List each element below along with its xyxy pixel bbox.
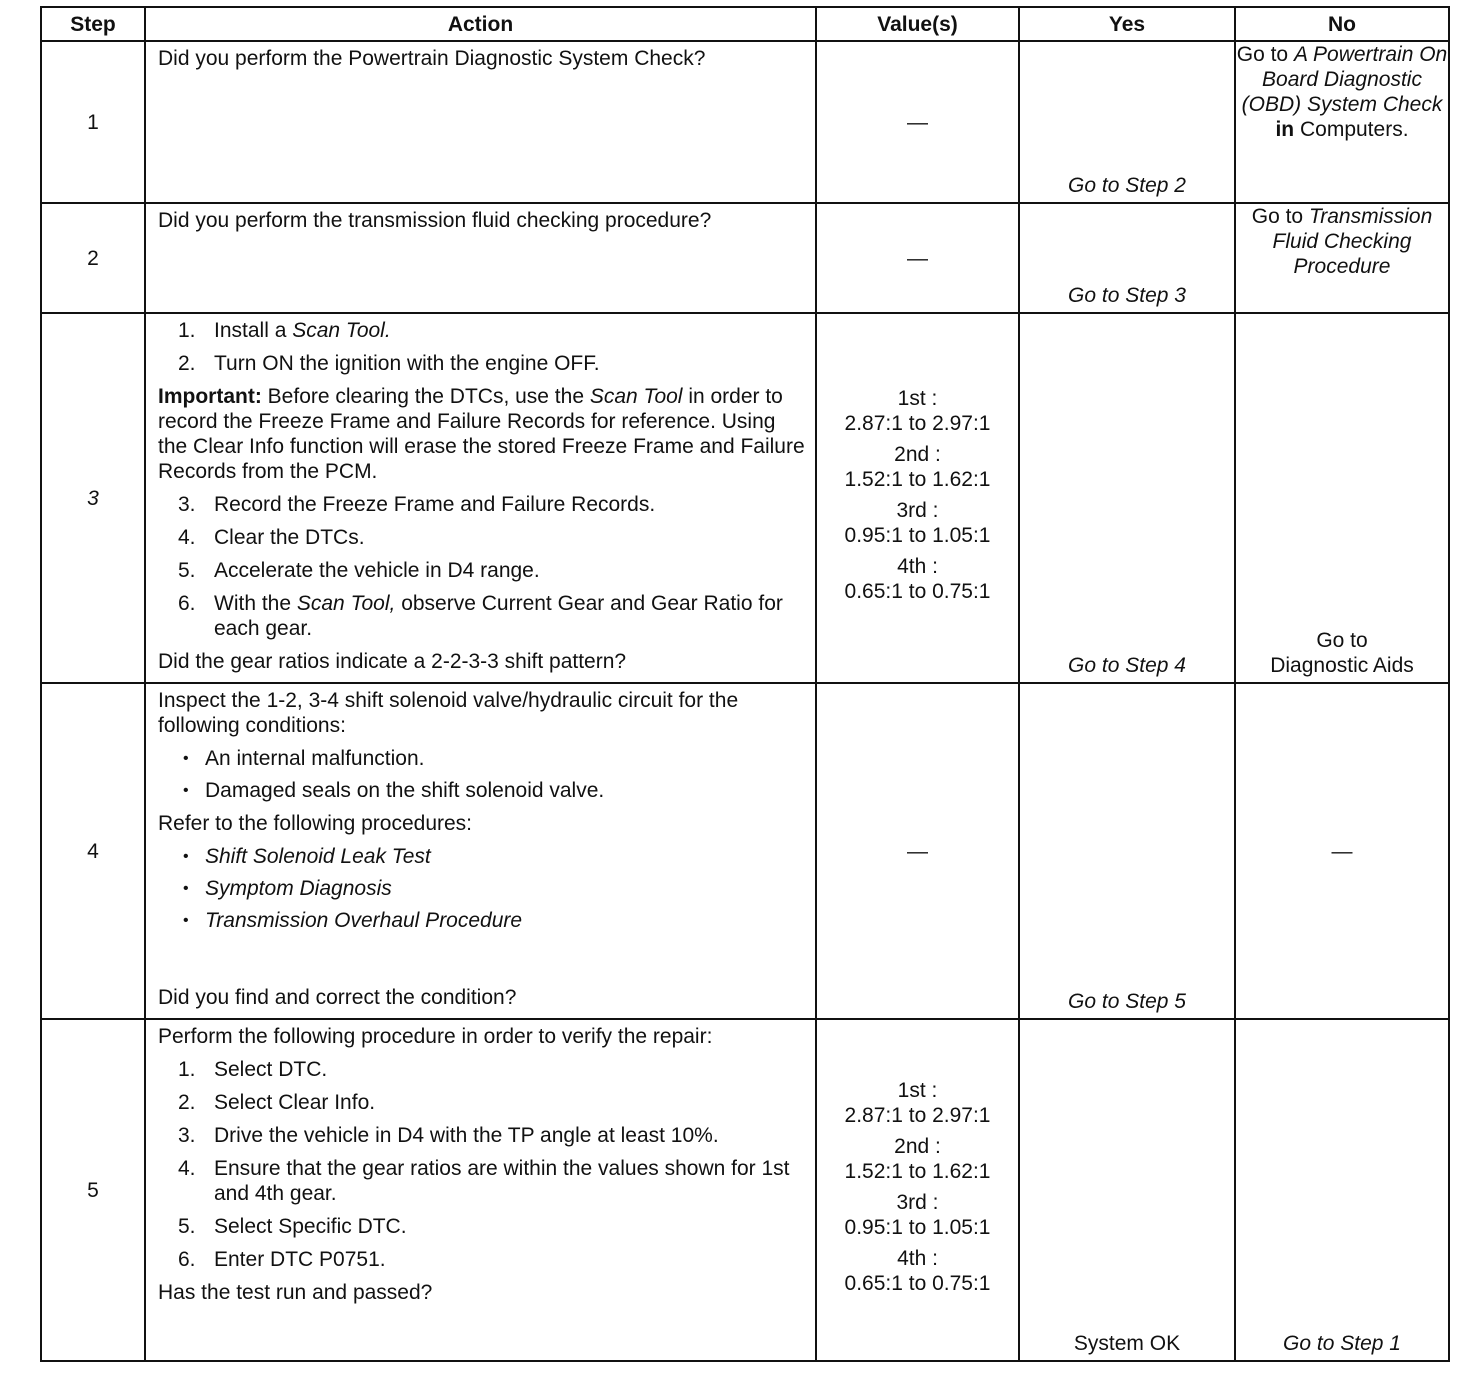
question-text: Did you perform the Powertrain Diagnostic System Check? <box>158 47 706 70</box>
gear-ratio: 4th : 0.65:1 to 0.75:1 <box>844 1247 991 1295</box>
no-link-suffix: Computers. <box>1299 118 1409 141</box>
list-item: 3. Drive the vehicle in D4 with the TP angle at least 10%. <box>178 1124 719 1147</box>
question-text: Did you find and correct the condition? <box>158 986 517 1009</box>
procedure-list <box>158 492 805 641</box>
value-cell <box>816 1019 1019 1361</box>
value-cell: — <box>816 203 1019 313</box>
list-item: 5. Select Specific DTC. <box>178 1215 407 1238</box>
value-cell: — <box>816 41 1019 203</box>
step-number: 5 <box>41 1019 145 1361</box>
gear-ratio: 4th : 0.65:1 to 0.75:1 <box>844 555 991 603</box>
list-item: • Shift Solenoid Leak Test <box>183 845 431 868</box>
no-link-target: Transmission Fluid Checking Procedure <box>1272 205 1433 278</box>
list-item: 6. With the Scan Tool, observe Current Gear and Gear Ratio for each gear. <box>178 592 783 640</box>
yes-cell: Go to Step 2 <box>1019 41 1235 203</box>
no-link-target: A Powertrain On Board Diagnostic (OBD) System Check <box>1241 43 1448 116</box>
no-cell: — <box>1235 683 1449 1019</box>
header-row <box>41 7 1449 41</box>
table-row-step-1 <box>41 41 1449 203</box>
list-item: • Damaged seals on the shift solenoid valve. <box>183 779 605 802</box>
gear-ratio: 1st : 2.87:1 to 2.97:1 <box>844 387 991 435</box>
header-yes: Yes <box>1019 7 1235 41</box>
list-item: • Symptom Diagnosis <box>183 877 392 900</box>
gear-ratio: 3rd : 0.95:1 to 1.05:1 <box>844 1191 991 1239</box>
action-cell <box>145 1019 816 1361</box>
procedure-list <box>158 1057 805 1272</box>
list-item: 3. Record the Freeze Frame and Failure Records. <box>178 493 656 516</box>
gear-ratio: 1st : 2.87:1 to 2.97:1 <box>844 1079 991 1127</box>
list-item: • Transmission Overhaul Procedure <box>183 909 523 932</box>
gear-ratio: 3rd : 0.95:1 to 1.05:1 <box>844 499 991 547</box>
refer-text: Refer to the following procedures: <box>158 812 473 835</box>
list-item: 6. Enter DTC P0751. <box>178 1248 386 1271</box>
important-note: Important: Before clearing the DTCs, use the Scan Tool in order to record the Freeze Frame and Failure Records for reference. Using the Clear Info function will erase the stored Freeze Frame and Failure Records from the PCM. <box>158 385 805 483</box>
question-text: Did you perform the transmission fluid checking procedure? <box>158 209 712 232</box>
table-row-step-3 <box>41 313 1449 683</box>
header-step: Step <box>41 7 145 41</box>
no-cell: Go to Step 1 <box>1235 1019 1449 1361</box>
question-text: Has the test run and passed? <box>158 1281 433 1304</box>
step-number: 2 <box>41 203 145 313</box>
gear-ratio: 2nd : 1.52:1 to 1.62:1 <box>844 1135 991 1183</box>
intro-text: Perform the following procedure in order to verify the repair: <box>158 1025 713 1048</box>
procedure-links <box>158 844 805 933</box>
yes-cell: System OK <box>1019 1019 1235 1361</box>
action-cell <box>145 683 816 1019</box>
value-cell <box>816 313 1019 683</box>
header-action: Action <box>145 7 816 41</box>
no-link-prefix: Go to <box>1251 205 1304 228</box>
list-item: 4. Ensure that the gear ratios are within the values shown for 1st and 4th gear. <box>178 1157 790 1205</box>
gear-ratio: 2nd : 1.52:1 to 1.62:1 <box>844 443 991 491</box>
list-item: 1. Select DTC. <box>178 1058 328 1081</box>
yes-cell: Go to Step 5 <box>1019 683 1235 1019</box>
condition-list <box>158 746 805 803</box>
step-number: 1 <box>41 41 145 203</box>
action-cell <box>145 41 816 203</box>
step-number: 4 <box>41 683 145 1019</box>
step-number: 3 <box>41 313 145 683</box>
table-row-step-4 <box>41 683 1449 1019</box>
no-cell <box>1235 203 1449 313</box>
procedure-list <box>158 318 805 376</box>
question-text: Did the gear ratios indicate a 2-2-3-3 shift pattern? <box>158 650 627 673</box>
header-no: No <box>1235 7 1449 41</box>
list-item: 2. Turn ON the ignition with the engine OFF. <box>178 352 600 375</box>
list-item: • An internal malfunction. <box>183 747 425 770</box>
table-row-step-5 <box>41 1019 1449 1361</box>
no-link-prefix: Go to <box>1236 43 1289 66</box>
action-cell <box>145 203 816 313</box>
diagnostic-table <box>40 6 1450 1362</box>
intro-text: Inspect the 1-2, 3-4 shift solenoid valve/hydraulic circuit for the following conditions: <box>158 689 739 737</box>
yes-cell: Go to Step 4 <box>1019 313 1235 683</box>
list-item: 5. Accelerate the vehicle in D4 range. <box>178 559 540 582</box>
yes-cell: Go to Step 3 <box>1019 203 1235 313</box>
no-link-mid: in <box>1275 118 1295 141</box>
table-row-step-2 <box>41 203 1449 313</box>
value-cell: — <box>816 683 1019 1019</box>
no-cell: Go to Diagnostic Aids <box>1235 313 1449 683</box>
no-cell <box>1235 41 1449 203</box>
list-item: 4. Clear the DTCs. <box>178 526 365 549</box>
header-values: Value(s) <box>816 7 1019 41</box>
action-cell <box>145 313 816 683</box>
list-item: 1. Install a Scan Tool. <box>178 319 391 342</box>
list-item: 2. Select Clear Info. <box>178 1091 376 1114</box>
